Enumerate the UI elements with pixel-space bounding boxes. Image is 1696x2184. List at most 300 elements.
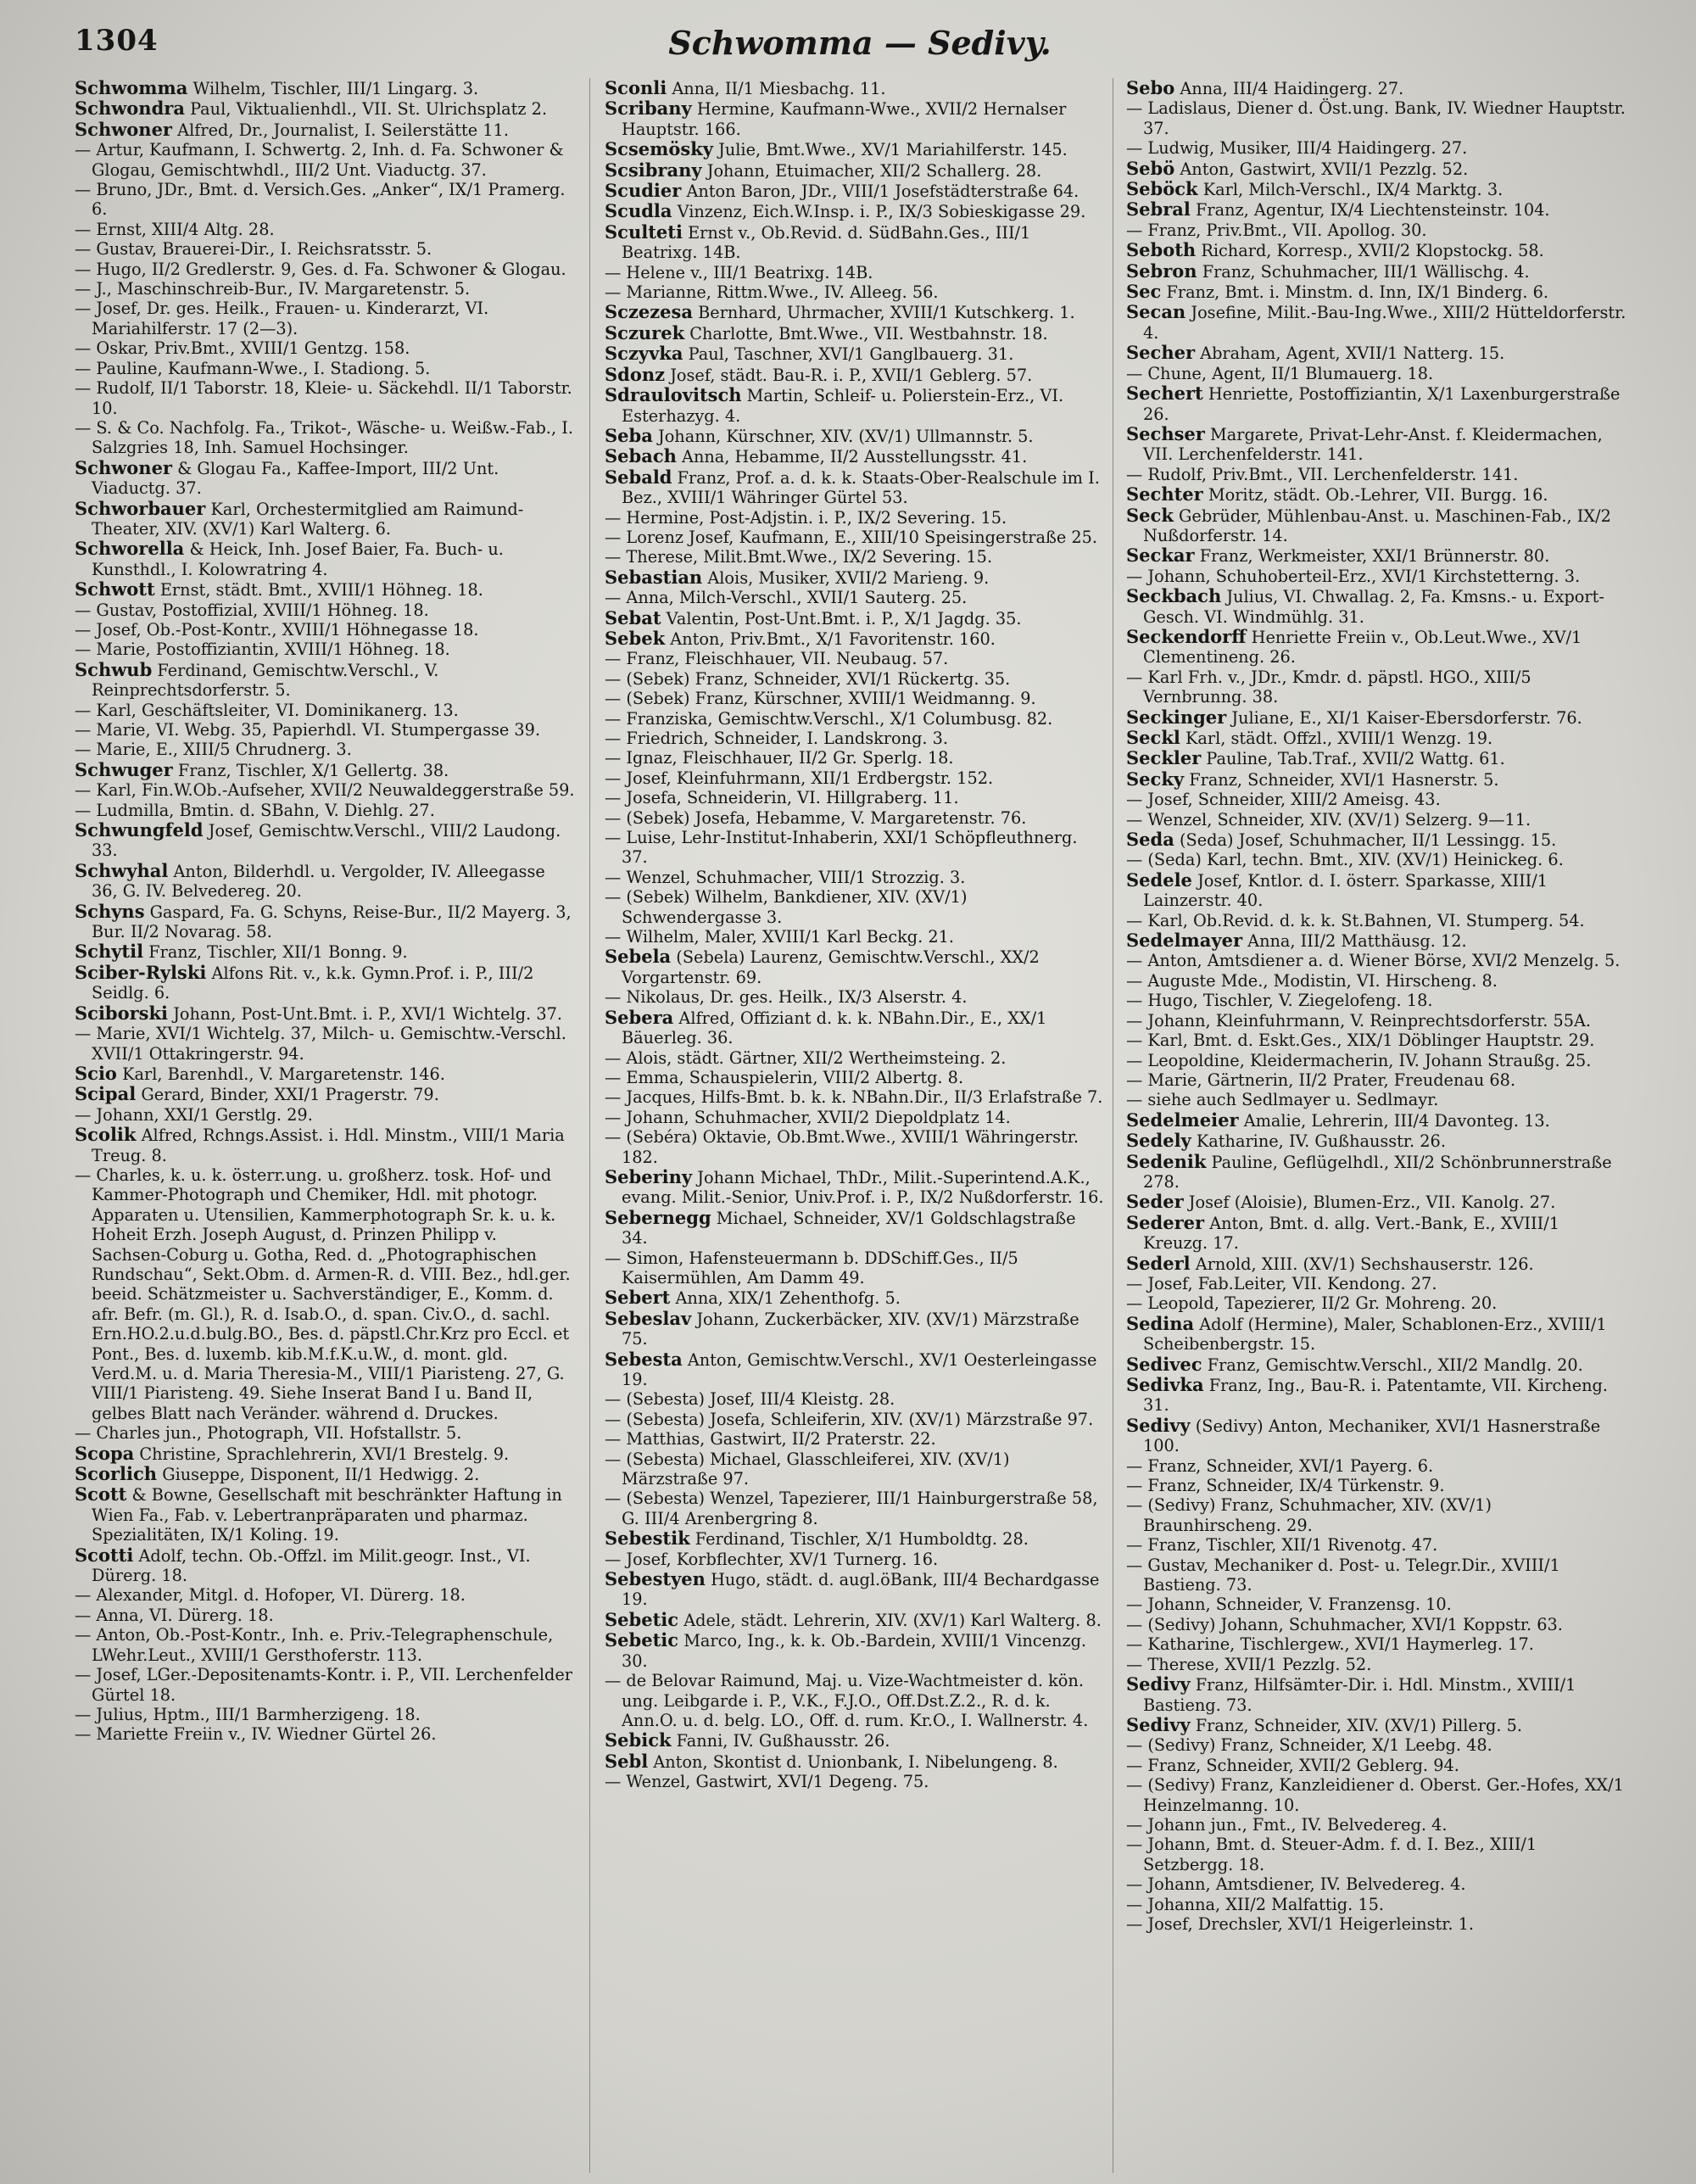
entry-details: — Lorenz Josef, Kaufmann, E., XIII/10 Speisingerstraße 25.: [605, 527, 1098, 547]
entry-details: — Franz, Schneider, IX/4 Türkenstr. 9.: [1126, 1476, 1445, 1496]
directory-entry: [605, 1087, 1105, 1107]
directory-entry: [605, 1550, 1105, 1569]
directory-entry: [605, 1349, 1105, 1390]
entry-surname: Scudla: [605, 200, 672, 222]
entry-details: — Anna, Milch-Verschl., XVII/1 Sauterg. 25.: [605, 588, 968, 608]
directory-entry: [605, 282, 1105, 302]
directory-entry: [605, 669, 1105, 689]
directory-entry: [1126, 1192, 1626, 1212]
directory-entry: [605, 649, 1105, 668]
directory-entry: [1126, 567, 1626, 586]
entry-surname: Scotti: [75, 1544, 134, 1566]
entry-details: Josef, Kntlor. d. I. österr. Sparkasse, XIII/1 Lainzerstr. 40.: [1143, 870, 1548, 911]
directory-columns: [75, 78, 1669, 2173]
entry-details: — Josef, Drechsler, XVI/1 Heigerleinstr. 1.: [1126, 1913, 1474, 1934]
directory-entry: [1126, 282, 1626, 302]
entry-surname: Sechser: [1126, 422, 1205, 444]
entry-details: Alfons Rit. v., k.k. Gymn.Prof. i. P., III/2 Seidlg. 6.: [92, 963, 534, 1003]
directory-entry: [1126, 1213, 1626, 1254]
entry-surname: Sebetic: [605, 1629, 679, 1651]
directory-entry: [75, 239, 575, 259]
directory-entry: [1126, 1152, 1626, 1193]
entry-details: Johann, Zuckerbäcker, XIV. (XV/1) Märzstraße 75.: [622, 1309, 1080, 1349]
entry-details: — S. & Co. Nachfolg. Fa., Trikot-, Wäsche- u. Weißw.-Fab., I. Salzgries 18, Inh. Samuel Hochsinger.: [75, 417, 573, 458]
entry-surname: Seckbach: [1126, 585, 1222, 607]
entry-details: — (Sebek) Wilhelm, Bankdiener, XIV. (XV/1) Schwendergasse 3.: [605, 887, 968, 927]
directory-entry: [1126, 1756, 1626, 1775]
directory-entry: [605, 628, 1105, 649]
entry-surname: Sebat: [605, 606, 661, 628]
entry-details: Josef (Aloisie), Blumen-Erz., VII. Kanolg. 27.: [1188, 1193, 1556, 1213]
entry-details: — Marie, Gärtnerin, II/2 Prater, Freudenau 68.: [1126, 1070, 1516, 1090]
directory-entry: [1126, 748, 1626, 768]
directory-entry: [605, 263, 1105, 282]
entry-surname: Scsemösky: [605, 138, 713, 160]
entry-details: Adolf (Hermine), Maler, Schablonen-Erz., XVIII/1 Scheibenbergstr. 15.: [1143, 1314, 1607, 1355]
entry-details: — Wenzel, Schuhmacher, VIII/1 Strozzig. 3.: [605, 867, 966, 887]
directory-entry: [1126, 829, 1626, 850]
entry-details: (Seda) Josef, Schuhmacher, II/1 Lessingg. 15.: [1179, 830, 1557, 851]
directory-entry: [75, 418, 575, 458]
directory-entry: [75, 579, 575, 600]
directory-entry: [605, 1610, 1105, 1630]
entry-details: Franz, Tischler, X/1 Gellertg. 38.: [177, 760, 449, 780]
entry-details: — Helene v., III/1 Beatrixg. 14B.: [605, 262, 873, 282]
directory-entry: [1126, 728, 1626, 748]
directory-entry: [75, 1024, 575, 1064]
entry-details: Amalie, Lehrerin, III/4 Davonteg. 13.: [1243, 1110, 1550, 1131]
entry-surname: Seckinger: [1126, 706, 1227, 728]
directory-entry: [605, 588, 1105, 607]
entry-details: — Jacques, Hilfs-Bmt. b. k. k. NBahn.Dir., II/3 Erlafstraße 7.: [605, 1087, 1103, 1108]
directory-entry: [1126, 302, 1626, 343]
entry-details: — Karl, Ob.Revid. d. k. k. St.Bahnen, VI. Stumperg. 54.: [1126, 910, 1585, 930]
directory-entry: [605, 323, 1105, 344]
directory-entry: [1126, 627, 1626, 667]
entry-details: Vinzenz, Eich.W.Insp. i. P., IX/3 Sobieskigasse 29.: [677, 202, 1086, 222]
entry-details: Julius, VI. Chwallag. 2, Fa. Kmsns.- u. Export-Gesch. VI. Windmühlg. 31.: [1143, 587, 1604, 627]
entry-details: — Josef, Kleinfuhrmann, XII/1 Erdbergstr. 152.: [605, 768, 994, 788]
directory-entry: [75, 780, 575, 800]
directory-entry: [605, 1528, 1105, 1549]
entry-details: Bernhard, Uhrmacher, XVIII/1 Kutschkerg. 1.: [698, 303, 1075, 323]
directory-entry: [605, 1671, 1105, 1730]
directory-entry: [1126, 179, 1626, 199]
directory-entry: [605, 1068, 1105, 1087]
directory-entry: [1126, 769, 1626, 790]
entry-surname: Sedivy: [1126, 1713, 1191, 1735]
directory-entry: [1126, 343, 1626, 363]
entry-details: — (Sedivy) Franz, Schuhmacher, XIV. (XV/1) Braunhirscheng. 29.: [1126, 1495, 1492, 1535]
entry-details: Anton, Bmt. d. allg. Vert.-Bank, E., XVIII/1 Kreuzg. 17.: [1143, 1213, 1559, 1254]
entry-surname: Sedivy: [1126, 1414, 1191, 1436]
entry-details: Alfred, Dr., Journalist, I. Seilerstätte 11.: [177, 120, 509, 140]
directory-entry: [605, 1429, 1105, 1449]
entry-details: — Franz, Fleischhauer, VII. Neubaug. 57.: [605, 649, 949, 669]
entry-surname: Scopa: [75, 1442, 135, 1464]
entry-surname: Sczezesa: [605, 301, 693, 323]
entry-surname: Schwoner: [75, 118, 172, 140]
directory-entry: [75, 620, 575, 640]
directory-entry: [1126, 971, 1626, 991]
entry-details: Fanni, IV. Gußhausstr. 26.: [676, 1731, 890, 1751]
entry-surname: Sczurek: [605, 321, 685, 344]
directory-entry: [1126, 240, 1626, 260]
directory-entry: [75, 180, 575, 220]
directory-entry: [75, 120, 575, 140]
entry-surname: Sebald: [605, 466, 672, 488]
entry-details: — Ignaz, Fleischhauer, II/2 Gr. Sperlg. 18.: [605, 748, 954, 768]
directory-entry: [75, 1484, 575, 1544]
entry-details: Alois, Musiker, XVII/2 Marieng. 9.: [707, 567, 990, 588]
directory-entry: [75, 801, 575, 820]
entry-details: — (Sebéra) Oktavie, Ob.Bmt.Wwe., XVIII/1 Währingerstr. 182.: [605, 1127, 1079, 1167]
directory-entry: [1126, 1835, 1626, 1874]
directory-entry: [1126, 1011, 1626, 1031]
directory-entry: [1126, 1495, 1626, 1535]
entry-surname: Sebek: [605, 627, 666, 649]
entry-surname: Seba: [605, 424, 653, 446]
entry-details: — Marie, E., XIII/5 Chrudnerg. 3.: [75, 740, 352, 760]
entry-details: Arnold, XIII. (XV/1) Sechshauserstr. 126.: [1195, 1254, 1534, 1274]
entry-details: — Wilhelm, Maler, XVIII/1 Karl Beckg. 21.: [605, 927, 955, 947]
directory-entry: [605, 446, 1105, 466]
entry-details: Franz, Bmt. i. Minstm. d. Inn, IX/1 Binderg. 6.: [1166, 282, 1549, 303]
entry-surname: Seda: [1126, 829, 1174, 851]
directory-entry: [1126, 667, 1626, 707]
entry-details: — Mariette Freiin v., IV. Wiedner Gürtel 26.: [75, 1724, 437, 1745]
entry-details: — J., Maschinschreib-Bur., IV. Margaretenstr. 5.: [75, 279, 471, 299]
entry-details: Pauline, Geflügelhdl., XII/2 Schönbrunnerstraße 278.: [1143, 1152, 1612, 1192]
directory-entry: [1126, 1051, 1626, 1070]
entry-details: Franz, Tischler, XII/1 Bonng. 9.: [148, 942, 408, 963]
entry-details: & Heick, Inh. Josef Baier, Fa. Buch- u. Kunsthdl., I. Kolowratring 4.: [92, 539, 504, 579]
directory-entry: [605, 1167, 1105, 1208]
entry-surname: Sebernegg: [605, 1206, 711, 1228]
entry-details: — Nikolaus, Dr. ges. Heilk., IX/3 Alserstr. 4.: [605, 987, 968, 1008]
entry-surname: Sedivy: [1126, 1673, 1191, 1695]
running-head: Schwomma — Sedivy.: [668, 24, 1052, 62]
entry-surname: Scio: [75, 1062, 117, 1084]
directory-entry: [1126, 199, 1626, 220]
directory-entry: [605, 1048, 1105, 1068]
directory-entry: [605, 1730, 1105, 1751]
entry-details: Franz, Schneider, XVI/1 Hasnerstr. 5.: [1189, 769, 1499, 790]
entry-details: Giuseppe, Disponent, II/1 Hedwigg. 2.: [162, 1465, 480, 1485]
directory-entry: [75, 1003, 575, 1024]
entry-details: — Karl, Geschäftsleiter, VI. Dominikanerg. 13.: [75, 700, 459, 720]
directory-entry: [1126, 1634, 1626, 1654]
entry-surname: Seböck: [1126, 178, 1198, 200]
directory-entry: [75, 1105, 575, 1125]
entry-details: — Marianne, Rittm.Wwe., IV. Alleeg. 56.: [605, 282, 939, 303]
directory-entry: [1126, 951, 1626, 970]
entry-details: — siehe auch Sedlmayer u. Sedlmayr.: [1126, 1090, 1439, 1110]
entry-details: Juliane, E., XI/1 Kaiser-Ebersdorferstr. 76.: [1231, 707, 1582, 728]
entry-details: Anna, III/4 Haidingerg. 27.: [1180, 79, 1404, 98]
entry-surname: Sebach: [605, 445, 677, 467]
entry-details: — Ernst, XIII/4 Altg. 28.: [75, 219, 275, 239]
entry-details: — Anton, Ob.-Post-Kontr., Inh. e. Priv.-Telegraphenschule, LWehr.Leut., XVIII/1 Gersthoferstr. 113.: [75, 1625, 554, 1665]
entry-surname: Seckler: [1126, 747, 1202, 769]
directory-entry: [75, 941, 575, 962]
directory-entry: [605, 689, 1105, 708]
directory-entry: [605, 365, 1105, 385]
directory-entry: [1126, 261, 1626, 282]
entry-details: — Emma, Schauspielerin, VIII/2 Albertg. 8.: [605, 1067, 964, 1087]
directory-entry: [605, 1287, 1105, 1308]
entry-details: Katharine, IV. Gußhausstr. 26.: [1196, 1131, 1446, 1152]
entry-surname: Sebestik: [605, 1528, 690, 1550]
entry-surname: Sedenik: [1126, 1150, 1207, 1172]
column-2: [605, 78, 1105, 2173]
directory-entry: [1126, 1556, 1626, 1595]
entry-details: Henriette, Postoffiziantin, X/1 Laxenburgerstraße 26.: [1143, 384, 1621, 424]
directory-entry: [605, 1248, 1105, 1288]
entry-surname: Sebera: [605, 1006, 674, 1028]
entry-surname: Sebick: [605, 1729, 672, 1751]
entry-surname: Schwomma: [75, 78, 188, 98]
directory-entry: [605, 567, 1105, 588]
directory-entry: [75, 740, 575, 759]
entry-details: Karl, Orchestermitglied am Raimund-Theater, XIV. (XV/1) Karl Walterg. 6.: [92, 499, 524, 539]
entry-details: — Anton, Amtsdiener a. d. Wiener Börse, XVI/2 Menzelg. 5.: [1126, 951, 1621, 971]
entry-details: — Hermine, Post-Adjstin. i. P., IX/2 Severing. 15.: [605, 507, 1007, 528]
entry-details: Gerard, Binder, XXI/1 Pragerstr. 79.: [141, 1085, 439, 1105]
entry-surname: Scolik: [75, 1124, 137, 1146]
directory-entry: [75, 1705, 575, 1724]
entry-details: Adolf, techn. Ob.-Offzl. im Milit.geogr. Inst., VI. Dürerg. 18.: [92, 1545, 531, 1586]
entry-details: Anna, II/1 Miesbachg. 11.: [672, 79, 886, 98]
directory-entry: [1126, 484, 1626, 505]
entry-surname: Sdraulovitsch: [605, 384, 742, 406]
directory-entry: [605, 709, 1105, 729]
entry-details: Anton, Bilderhdl. u. Vergolder, IV. Alleegasse 36, G. IV. Belvedereg. 20.: [92, 861, 545, 902]
entry-surname: Sebron: [1126, 260, 1197, 282]
directory-entry: [75, 902, 575, 942]
entry-details: Wilhelm, Tischler, III/1 Lingarg. 3.: [192, 79, 479, 98]
entry-surname: Seckl: [1126, 727, 1180, 748]
entry-details: Franz, Ing., Bau-R. i. Patentamte, VII. Kircheng. 31.: [1143, 1376, 1609, 1416]
entry-details: — Ludwig, Musiker, III/4 Haidingerg. 27.: [1126, 138, 1468, 159]
entry-details: — Franz, Schneider, XVI/1 Payerg. 6.: [1126, 1455, 1434, 1476]
directory-entry: [605, 508, 1105, 528]
entry-details: Paul, Viktualienhdl., VII. St. Ulrichsplatz 2.: [190, 99, 548, 120]
directory-entry: [1126, 1110, 1626, 1131]
entry-details: Johann Michael, ThDr., Milit.-Superintend.A.K., evang. Milit.-Senior, Univ.Prof. i. P., IX/2 Nußdorferstr. 16.: [622, 1167, 1104, 1208]
page-number: 1304: [75, 24, 159, 58]
directory-entry: [1126, 1031, 1626, 1050]
entry-details: Anton, Gastwirt, XVII/1 Pezzlg. 52.: [1180, 159, 1469, 179]
directory-entry: [605, 98, 1105, 139]
directory-entry: [605, 1630, 1105, 1671]
directory-entry: [605, 868, 1105, 887]
directory-entry: [1126, 911, 1626, 930]
entry-surname: Sebastian: [605, 566, 703, 588]
entry-details: — Marie, Postoffiziantin, XVIII/1 Höhneg. 18.: [75, 640, 450, 660]
entry-surname: Schwyhal: [75, 859, 169, 881]
entry-details: — Alois, städt. Gärtner, XII/2 Wertheimsteing. 2.: [605, 1047, 1007, 1068]
directory-entry: [1126, 1914, 1626, 1934]
directory-entry: [75, 78, 575, 98]
directory-entry: [1126, 1655, 1626, 1674]
entry-details: — Johann, Amtsdiener, IV. Belvedereg. 4.: [1126, 1874, 1466, 1895]
directory-entry: [605, 1751, 1105, 1772]
directory-entry: [605, 828, 1105, 868]
directory-entry: [75, 1125, 575, 1165]
entry-details: — Johann jun., Fmt., IV. Belvedereg. 4.: [1126, 1814, 1448, 1835]
entry-details: — Julius, Hptm., III/1 Barmherzigeng. 18.: [75, 1704, 421, 1724]
directory-entry: [1126, 1293, 1626, 1313]
entry-details: Christine, Sprachlehrerin, XVI/1 Brestelg. 9.: [139, 1444, 510, 1464]
directory-entry: [1126, 1595, 1626, 1614]
directory-entry: [75, 378, 575, 418]
directory-entry: [605, 947, 1105, 987]
directory-entry: [605, 181, 1105, 201]
directory-entry: [605, 1410, 1105, 1429]
entry-surname: Sederl: [1126, 1252, 1191, 1274]
entry-details: — Josef, Schneider, XIII/2 Ameisg. 43.: [1126, 790, 1441, 810]
directory-entry: [1126, 1874, 1626, 1894]
directory-entry: [75, 701, 575, 720]
entry-details: — Hugo, II/2 Gredlerstr. 9, Ges. d. Fa. Schwoner & Glogau.: [75, 259, 566, 279]
entry-details: — (Sebesta) Josefa, Schleiferin, XIV. (XV/1) Märzstraße 97.: [605, 1409, 1094, 1429]
directory-entry: [75, 760, 575, 780]
entry-details: Josef, städt. Bau-R. i. P., XVII/1 Geblerg. 57.: [670, 365, 1033, 385]
entry-details: Franz, Agentur, IX/4 Liechtensteinstr. 104.: [1196, 200, 1550, 221]
directory-entry: [75, 359, 575, 378]
directory-entry: [75, 220, 575, 239]
entry-details: — Josefa, Schneiderin, VI. Hillgraberg. 11.: [605, 788, 959, 808]
entry-details: — Therese, XVII/1 Pezzlg. 52.: [1126, 1654, 1372, 1674]
entry-details: Pauline, Tab.Traf., XVII/2 Wattg. 61.: [1206, 749, 1505, 769]
entry-surname: Sculteti: [605, 221, 683, 243]
entry-details: Anton Baron, JDr., VIII/1 Josefstädterstraße 64.: [686, 182, 1080, 202]
entry-details: — (Sedivy) Franz, Schneider, X/1 Leebg. 48.: [1126, 1735, 1492, 1756]
entry-surname: Schyns: [75, 900, 145, 922]
entry-details: Alfred, Rchngs.Assist. i. Hdl. Minstm., VIII/1 Maria Treug. 8.: [92, 1126, 565, 1165]
entry-details: — Anna, VI. Dürerg. 18.: [75, 1605, 274, 1625]
directory-entry: [605, 385, 1105, 426]
entry-details: Gaspard, Fa. G. Schyns, Reise-Bur., II/2 Mayerg. 3, Bur. II/2 Novarag. 58.: [92, 902, 572, 942]
entry-details: — Katharine, Tischlergew., XVI/1 Haymerleg. 17.: [1126, 1634, 1534, 1655]
directory-entry: [1126, 1314, 1626, 1355]
entry-surname: Seberiny: [605, 1165, 693, 1187]
entry-surname: Sebela: [605, 946, 672, 968]
entry-details: Johann, Kürschner, XIV. (XV/1) Ullmannstr. 5.: [657, 426, 1034, 446]
directory-entry: [1126, 545, 1626, 566]
column-1: [75, 78, 575, 2173]
entry-details: — Johanna, XII/2 Malfattig. 15.: [1126, 1894, 1385, 1914]
directory-entry: [605, 608, 1105, 628]
entry-surname: Schytil: [75, 941, 144, 963]
directory-entry: [75, 820, 575, 861]
entry-details: — Franz, Tischler, XII/1 Rivenotg. 47.: [1126, 1535, 1438, 1556]
entry-details: Gebrüder, Mühlenbau-Anst. u. Maschinen-Fab., IX/2 Nußdorferstr. 14.: [1143, 506, 1611, 545]
entry-details: Franz, Schuhmacher, III/1 Wällischg. 4.: [1202, 261, 1530, 282]
entry-details: — Ladislaus, Diener d. Öst.ung. Bank, IV. Wiedner Hauptstr. 37.: [1126, 98, 1626, 138]
entry-details: — Wenzel, Schneider, XIV. (XV/1) Selzerg. 9—11.: [1126, 809, 1531, 829]
entry-surname: Secan: [1126, 301, 1186, 323]
entry-details: — Rudolf, II/1 Taborstr. 18, Kleie- u. Säckehdl. II/1 Taborstr. 10.: [75, 378, 572, 418]
entry-details: — Charles, k. u. k. österr.ung. u. großherz. tosk. Hof- und Kammer-Photograph und Chemiker, Hdl. mit photogr. Apparaten u. Utensilien, Kammerphotograph Sr. k. u. k. Hoheit Erzh. Joseph August, d. Prinzen Philipp v. Sachsen-Coburg u. Gotha, Red. d. „Photographischen Rundschau“, Sekt.Obm. d. Armen-R. d. VIII. Bez., hdl.ger. beeid. Schätzmeister u. Sachverständiger, E., Komm. d. afr. Befr. (m. Gl.), R. d. Isab.O., d. span. Civ.O., d. sachl. Ern.HO.2.u.d.bulg.BO., Bes. d. päpstl.Chr.Krz pro Eccl. et Pont., Bes. d. luxemb. kib.M.f.K.u.W., d. mont. gld. Verd.M. u. d. Maria Theresia-M., VIII/1 Piaristeng. 27, G. VIII/1 Piaristeng. 49. Siehe Inserat Band I u. Band II, gelbes Blatt nach Veränder. während d. Druckes.: [75, 1165, 571, 1423]
entry-details: (Sebela) Laurenz, Gemischtw.Verschl., XX/2 Vorgartenstr. 69.: [622, 947, 1040, 987]
directory-entry: [75, 539, 575, 579]
entry-details: Richard, Korresp., XVII/2 Klopstockg. 58.: [1201, 241, 1544, 261]
entry-surname: Secher: [1126, 342, 1196, 364]
directory-entry: [75, 1464, 575, 1484]
directory-entry: [605, 426, 1105, 446]
directory-entry: [75, 1084, 575, 1104]
entry-details: Marco, Ing., k. k. Ob.-Bardein, XVIII/1 Vincenzg. 30.: [622, 1631, 1087, 1671]
entry-details: — Hugo, Tischler, V. Ziegelofeng. 18.: [1126, 991, 1433, 1011]
entry-surname: Sebo: [1126, 78, 1175, 98]
entry-details: Anton, Gemischtw.Verschl., XV/1 Oesterleingasse 19.: [622, 1349, 1097, 1389]
directory-entry: [1126, 870, 1626, 911]
entry-details: & Bowne, Gesellschaft mit beschränkter Haftung in Wien Fa., Fab. v. Lebertranpräparaten und pharmaz. Spezialitäten, IX/1 Koling. 19.: [92, 1485, 562, 1545]
entry-details: — (Sebesta) Josef, III/4 Kleistg. 28.: [605, 1389, 895, 1410]
entry-surname: Sczyvka: [605, 343, 683, 365]
entry-details: — Wenzel, Gastwirt, XVI/1 Degeng. 75.: [605, 1772, 929, 1792]
entry-details: — Karl, Fin.W.Ob.-Aufseher, XVII/2 Neuwaldeggerstraße 59.: [75, 780, 575, 801]
directory-entry: [605, 808, 1105, 828]
entry-details: Anna, III/2 Matthäusg. 12.: [1247, 931, 1467, 952]
directory-entry: [1126, 1615, 1626, 1634]
entry-surname: Sebral: [1126, 198, 1191, 221]
directory-entry: [1126, 465, 1626, 484]
entry-details: Franz, Prof. a. d. k. k. Staats-Ober-Realschule im I. Bez., XVIII/1 Währinger Gürtel 53.: [622, 467, 1100, 508]
entry-surname: Sebetic: [605, 1608, 679, 1630]
entry-details: — Marie, VI. Webg. 35, Papierhdl. VI. Stumpergasse 39.: [75, 720, 541, 740]
entry-details: Adele, städt. Lehrerin, XIV. (XV/1) Karl Walterg. 8.: [683, 1610, 1102, 1630]
entry-surname: Schwondra: [75, 98, 185, 120]
entry-details: — Ludmilla, Bmtin. d. SBahn, V. Diehlg. 27.: [75, 800, 435, 820]
directory-entry: [605, 887, 1105, 927]
directory-entry: [1126, 1895, 1626, 1914]
entry-details: — Leopold, Tapezierer, II/2 Gr. Mohreng. 20.: [1126, 1293, 1498, 1314]
directory-entry: [1126, 221, 1626, 240]
directory-entry: [605, 1108, 1105, 1127]
entry-details: — (Sebesta) Michael, Glasschleiferei, XIV. (XV/1) Märzstraße 97.: [605, 1449, 1010, 1489]
entry-surname: Scorlich: [75, 1463, 158, 1485]
directory-entry: [1126, 1254, 1626, 1274]
directory-entry: [75, 1165, 575, 1423]
entry-details: — Therese, Milit.Bmt.Wwe., IX/2 Severing. 15.: [605, 547, 993, 567]
directory-entry: [605, 1449, 1105, 1489]
directory-entry: [75, 1724, 575, 1744]
directory-entry: [75, 720, 575, 740]
directory-entry: [605, 139, 1105, 159]
entry-surname: Sciber-Rylski: [75, 961, 207, 983]
entry-details: — (Sedivy) Franz, Kanzleidiener d. Oberst. Ger.-Hofes, XX/1 Heinzelmanng. 10.: [1126, 1775, 1624, 1815]
entry-details: — Johann, Kleinfuhrmann, V. Reinprechtsdorferstr. 55A.: [1126, 1010, 1592, 1031]
directory-entry: [605, 1008, 1105, 1048]
directory-entry: [75, 640, 575, 659]
entry-details: — (Sebek) Josefa, Hebamme, V. Margaretenstr. 76.: [605, 807, 1027, 828]
directory-entry: [1126, 1375, 1626, 1416]
directory-entry: [605, 987, 1105, 1007]
directory-entry: [1126, 159, 1626, 179]
entry-details: Valentin, Post-Unt.Bmt. i. P., X/1 Jagdg. 35.: [666, 608, 1022, 628]
entry-surname: Schwuger: [75, 758, 173, 780]
directory-entry: [605, 1127, 1105, 1167]
entry-details: Josefine, Milit.-Bau-Ing.Wwe., XIII/2 Hütteldorferstr. 4.: [1143, 303, 1626, 343]
entry-surname: Sechert: [1126, 383, 1203, 405]
entry-details: — Luise, Lehr-Institut-Inhaberin, XXI/1 Schöpfleuthnerg. 37.: [605, 828, 1078, 868]
entry-details: — Artur, Kaufmann, I. Schwertg. 2, Inh. d. Fa. Schwoner & Glogau, Gemischtwhdl., III/2 Unt. Viaductg. 37.: [75, 140, 564, 180]
entry-details: — (Sedivy) Johann, Schuhmacher, XVI/1 Koppstr. 63.: [1126, 1614, 1563, 1634]
entry-details: — (Sebek) Franz, Kürschner, XVIII/1 Weidmanng. 9.: [605, 689, 1036, 709]
